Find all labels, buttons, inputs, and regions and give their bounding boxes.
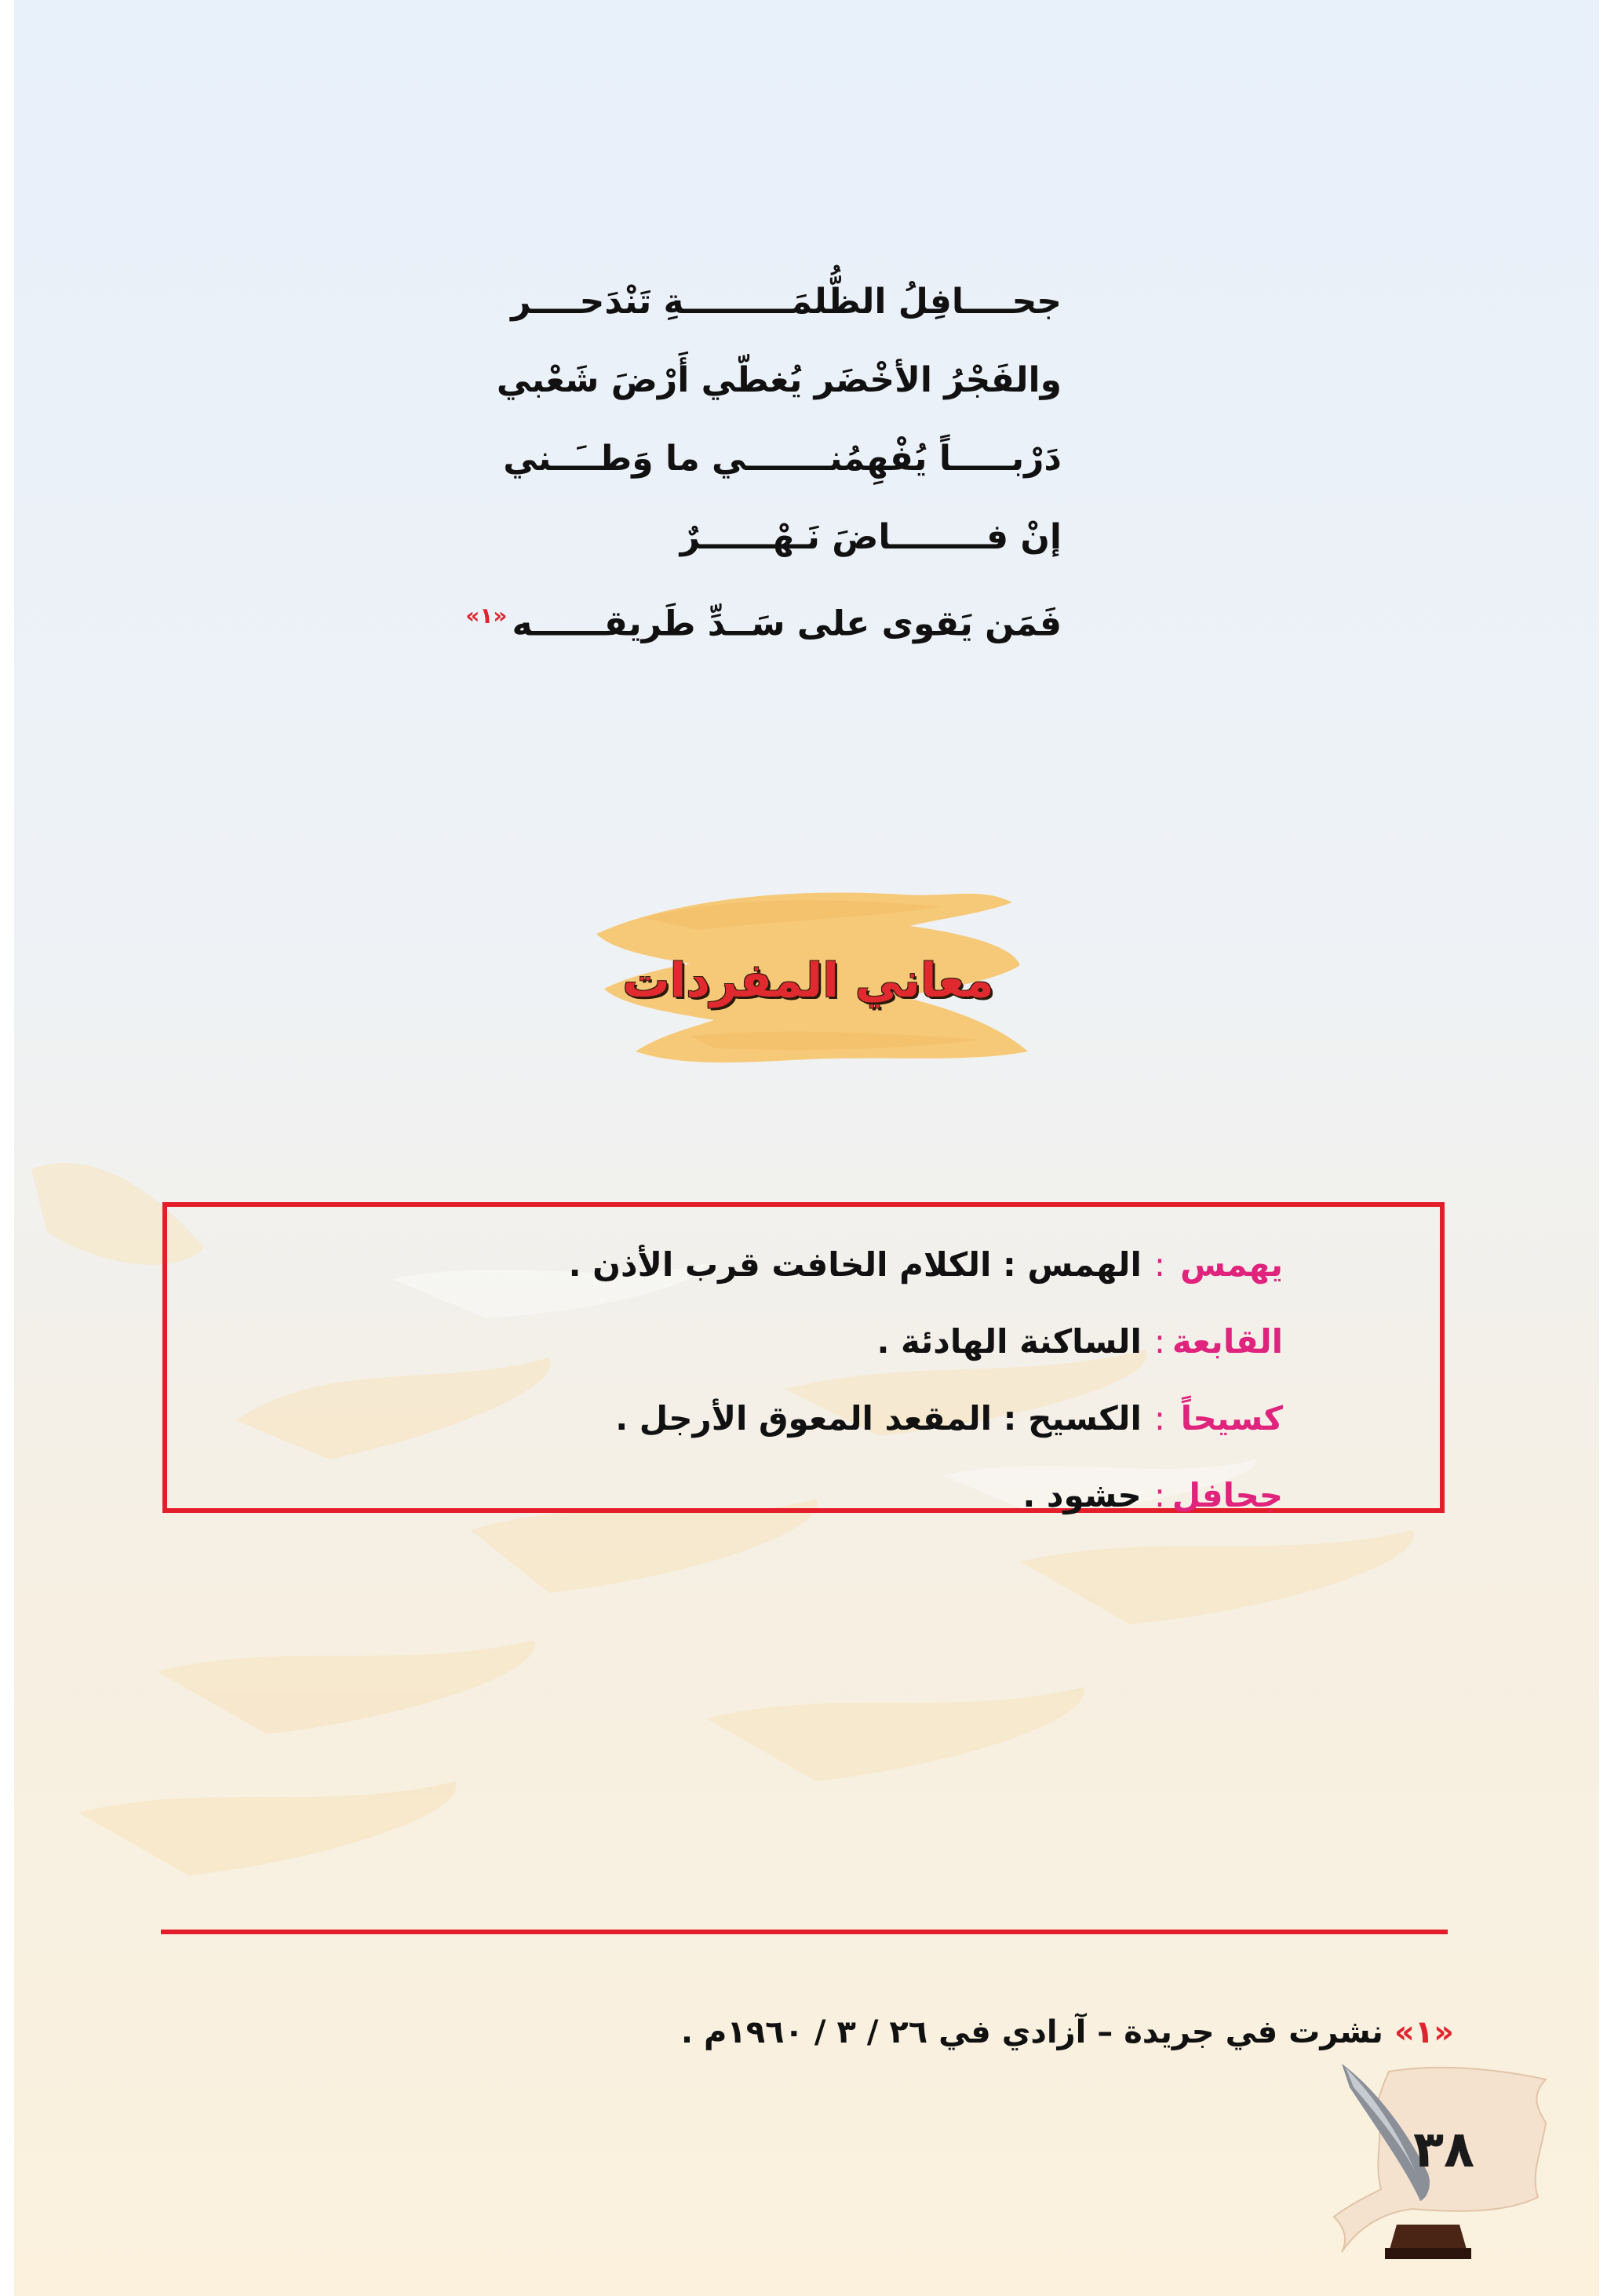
poem-line [465, 577, 1062, 655]
page-number: ٣٨ [1412, 2121, 1475, 2179]
poem-line-text: فَمَن يَقوى على سَــدِّ طَريقــــــه [512, 603, 1062, 644]
vocabulary-box [162, 1202, 1445, 1513]
vocab-definition: الهمس : الكلام الخافت قرب الأذن . [568, 1245, 1142, 1284]
poem-line: دَرْبـــــاً يُفْهِمُنـــــــي ما وَطــَــني [503, 439, 1062, 479]
vocab-colon: : [1153, 1245, 1165, 1284]
vocab-term: جحافل [1172, 1476, 1283, 1514]
vocab-colon: : [1153, 1476, 1165, 1514]
vocab-term: كسيحاً [1180, 1399, 1283, 1438]
vocab-definition: حشود . [1022, 1476, 1142, 1514]
footnote-divider [161, 1930, 1448, 1934]
vocab-term: يهمس [1179, 1245, 1283, 1284]
vocab-colon: : [1153, 1322, 1165, 1361]
vocab-definition: الساكنة الهادئة . [876, 1322, 1142, 1361]
section-heading [573, 871, 1044, 1091]
footnote-reference[interactable]: «١» [465, 603, 508, 629]
footnote-text: نشرت في جريدة – آزادي في ٢٦ / ٣ / ١٩٦٠م . [680, 2014, 1383, 2050]
vocab-colon: : [1153, 1399, 1165, 1438]
vocab-term: القابعة [1172, 1322, 1283, 1361]
vocab-row [569, 1241, 1283, 1288]
section-title: معاني المفردات [622, 953, 994, 1008]
footnote-mark: «١» [1394, 2014, 1454, 2050]
vocab-row [1022, 1472, 1283, 1519]
vocab-row [876, 1318, 1283, 1365]
poem [465, 263, 1062, 655]
poem-line: والفَجْرُ الأخْضَر يُغطّي أَرْضَ شَعْبي [496, 360, 1062, 400]
poem-line: جحــــافِلُ الظُّلمَـــــــــةِ تَنْدَحــــر [511, 282, 1062, 322]
vocab-definition: الكسيح : المقعد المعوق الأرجل . [615, 1399, 1142, 1438]
vocab-row [615, 1395, 1283, 1442]
poem-line: إنْ فــــــــاضَ نَـهْــــــرٌ [680, 517, 1062, 557]
footnote [681, 2009, 1454, 2056]
